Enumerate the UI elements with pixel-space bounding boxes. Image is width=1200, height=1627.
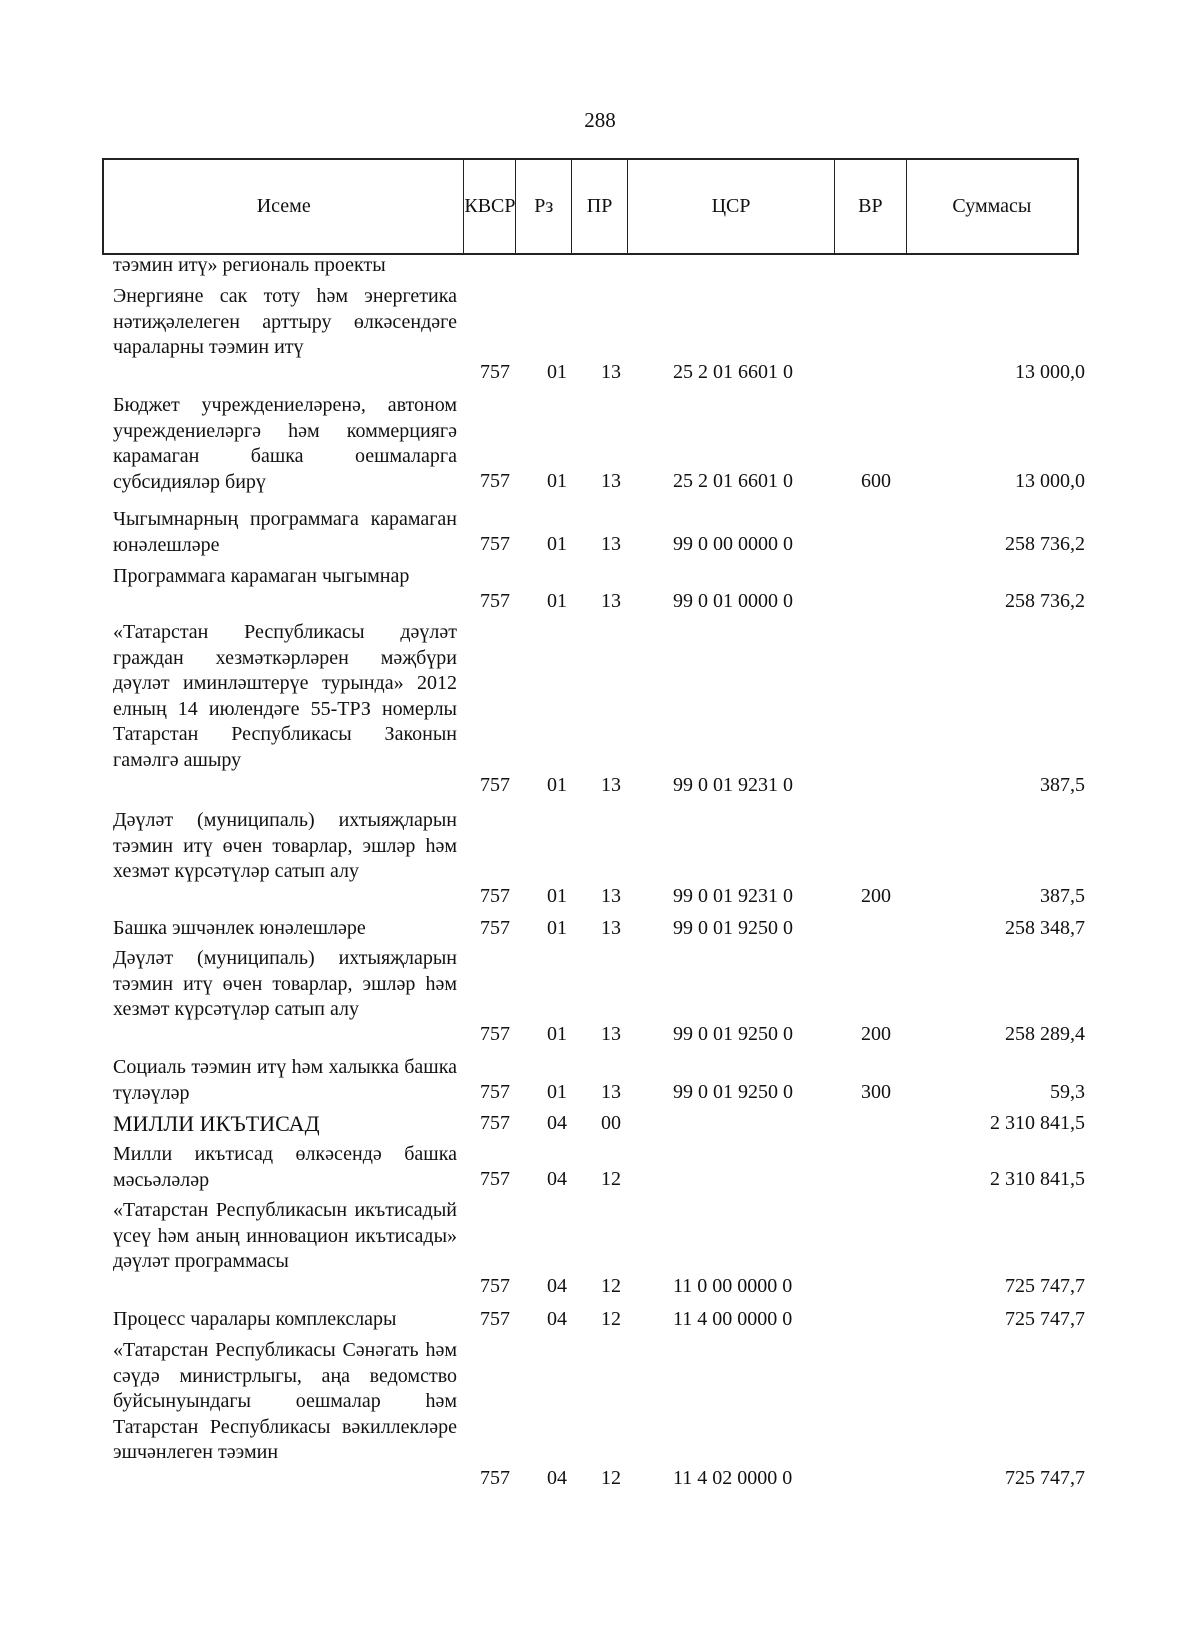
row-kvsr: 757 bbox=[480, 590, 510, 613]
row-rz: 01 bbox=[547, 774, 567, 797]
row-csr: 99 0 00 0000 0 bbox=[673, 533, 793, 556]
row-kvsr: 757 bbox=[480, 1168, 510, 1191]
table-row bbox=[0, 620, 1200, 799]
row-rz: 01 bbox=[547, 470, 567, 493]
row-pr: 13 bbox=[601, 1023, 621, 1046]
row-pr: 13 bbox=[601, 361, 621, 384]
table-row bbox=[0, 808, 1200, 910]
row-name: МИЛЛИ ИКЪТИСАД bbox=[113, 1111, 320, 1136]
page-number: 288 bbox=[584, 108, 616, 132]
row-pr: 12 bbox=[601, 1275, 621, 1298]
row-name: Энергияне сак тоту һәм энергетика нәтиҗәлелеген арттыру өлкәсендәге чараларны тәэмин итү bbox=[113, 285, 457, 359]
table-row bbox=[0, 393, 1200, 495]
header-name: Исеме bbox=[104, 160, 464, 253]
row-csr: 11 4 00 0000 0 bbox=[673, 1308, 793, 1331]
table-row bbox=[0, 1338, 1200, 1492]
header-rz: Рз bbox=[516, 160, 572, 253]
row-kvsr: 757 bbox=[480, 1023, 510, 1046]
row-rz: 01 bbox=[547, 533, 567, 556]
table-row bbox=[0, 253, 1200, 279]
row-csr: 99 0 01 9250 0 bbox=[673, 1081, 793, 1104]
row-name: «Татарстан Республикасы дәүләт граждан хезмәткәрләрен мәҗбүри дәүләт иминләштерүе турында» 2012 елның 14 июлендәге 55-ТРЗ номерлы Татарстан Республикасы Законын гамәлгә ашыру bbox=[113, 621, 457, 771]
table-row bbox=[0, 946, 1200, 1048]
row-sum: 258 736,2 bbox=[1005, 533, 1085, 556]
header-pr: ПР bbox=[572, 160, 628, 253]
row-pr: 12 bbox=[601, 1168, 621, 1191]
row-rz: 01 bbox=[547, 361, 567, 384]
row-rz: 04 bbox=[547, 1308, 567, 1331]
table-row bbox=[0, 284, 1200, 386]
row-csr: 99 0 01 9250 0 bbox=[673, 1023, 793, 1046]
row-rz: 04 bbox=[547, 1275, 567, 1298]
row-csr: 99 0 01 0000 0 bbox=[673, 590, 793, 613]
row-vr: 600 bbox=[861, 470, 891, 493]
row-rz: 01 bbox=[547, 1081, 567, 1104]
row-csr: 99 0 01 9231 0 bbox=[673, 885, 793, 908]
header-sum: Суммасы bbox=[952, 195, 1032, 217]
row-name: Бюджет учреждениеләренә, автоном учреждениеләргә һәм коммерциягә карамаган башка оешмаларга субсидияләр бирү bbox=[113, 394, 457, 493]
table-row bbox=[0, 1142, 1200, 1193]
row-sum: 725 747,7 bbox=[1005, 1467, 1085, 1490]
row-sum: 2 310 841,5 bbox=[990, 1112, 1085, 1135]
row-kvsr: 757 bbox=[480, 533, 510, 556]
row-name: «Татарстан Республикасы Сәнәгать һәм сәүдә министрлыгы, аңа ведомство буйсынуындагы оешмалар һәм Татарстан Республикасы вәкиллекләре эшчәнлеген тәэмин bbox=[113, 1339, 457, 1464]
header-csr: ЦСР bbox=[628, 160, 835, 253]
row-kvsr: 757 bbox=[480, 774, 510, 797]
row-name: Чыгымнарның программага карамаган юнәлешләре bbox=[113, 508, 457, 556]
row-vr: 200 bbox=[861, 885, 891, 908]
row-pr: 13 bbox=[601, 470, 621, 493]
table-row bbox=[0, 1198, 1200, 1300]
row-csr: 99 0 01 9231 0 bbox=[673, 774, 793, 797]
row-rz: 01 bbox=[547, 1023, 567, 1046]
table-header bbox=[102, 158, 1079, 255]
row-sum: 2 310 841,5 bbox=[990, 1168, 1085, 1191]
row-pr: 13 bbox=[601, 1081, 621, 1104]
row-rz: 01 bbox=[547, 590, 567, 613]
row-csr: 99 0 01 9250 0 bbox=[673, 917, 793, 940]
row-name: Дәүләт (муниципаль) ихтыяҗларын тәэмин итү өчен товарлар, эшләр һәм хезмәт күрсәтүләр сатып алу bbox=[113, 947, 457, 1021]
table-row bbox=[0, 1111, 1200, 1137]
row-pr: 13 bbox=[601, 917, 621, 940]
row-name: Процесс чаралары комплекслары bbox=[113, 1308, 397, 1330]
row-sum: 387,5 bbox=[1040, 774, 1085, 797]
row-pr: 00 bbox=[601, 1112, 621, 1135]
row-kvsr: 757 bbox=[480, 917, 510, 940]
row-name: Программага карамаган чыгымнар bbox=[113, 565, 410, 587]
row-sum: 725 747,7 bbox=[1005, 1275, 1085, 1298]
row-vr: 200 bbox=[861, 1023, 891, 1046]
table-row bbox=[0, 916, 1200, 942]
row-csr: 25 2 01 6601 0 bbox=[673, 470, 793, 493]
row-sum: 258 348,7 bbox=[1005, 917, 1085, 940]
row-sum: 258 736,2 bbox=[1005, 590, 1085, 613]
row-sum: 13 000,0 bbox=[1015, 361, 1085, 384]
row-kvsr: 757 bbox=[480, 1275, 510, 1298]
row-pr: 12 bbox=[601, 1467, 621, 1490]
row-rz: 04 bbox=[547, 1467, 567, 1490]
row-pr: 13 bbox=[601, 774, 621, 797]
row-csr: 25 2 01 6601 0 bbox=[673, 361, 793, 384]
row-kvsr: 757 bbox=[480, 1308, 510, 1331]
table-row bbox=[0, 1055, 1200, 1106]
row-kvsr: 757 bbox=[480, 361, 510, 384]
row-kvsr: 757 bbox=[480, 470, 510, 493]
header-kvsr: КВСР bbox=[464, 160, 516, 253]
row-name: «Татарстан Республикасын икътисадый үсеү һәм аның инновацион икътисады» дәүләт программасы bbox=[113, 1199, 457, 1273]
table-row bbox=[0, 1307, 1200, 1333]
row-sum: 13 000,0 bbox=[1015, 470, 1085, 493]
row-kvsr: 757 bbox=[480, 885, 510, 908]
row-name: Милли икътисад өлкәсендә башка мәсьәләләр bbox=[113, 1143, 457, 1191]
table-row bbox=[0, 564, 1200, 615]
row-pr: 13 bbox=[601, 533, 621, 556]
row-sum: 387,5 bbox=[1040, 885, 1085, 908]
row-rz: 01 bbox=[547, 885, 567, 908]
row-vr: 300 bbox=[861, 1081, 891, 1104]
row-csr: 11 4 02 0000 0 bbox=[673, 1467, 793, 1490]
row-sum: 725 747,7 bbox=[1005, 1308, 1085, 1331]
row-rz: 04 bbox=[547, 1168, 567, 1191]
row-sum: 59,3 bbox=[1050, 1081, 1085, 1104]
row-pr: 12 bbox=[601, 1308, 621, 1331]
row-kvsr: 757 bbox=[480, 1081, 510, 1104]
row-name: Башка эшчәнлек юнәлешләре bbox=[113, 917, 366, 939]
row-csr: 11 0 00 0000 0 bbox=[673, 1275, 793, 1298]
row-sum: 258 289,4 bbox=[1005, 1023, 1085, 1046]
header-vr: ВР bbox=[835, 160, 907, 253]
row-name: тәэмин итү» региональ проекты bbox=[113, 254, 386, 276]
row-name: Социаль тәэмин итү һәм халыкка башка түләүләр bbox=[113, 1056, 457, 1104]
row-rz: 01 bbox=[547, 917, 567, 940]
table-row bbox=[0, 507, 1200, 558]
row-rz: 04 bbox=[547, 1112, 567, 1135]
row-pr: 13 bbox=[601, 590, 621, 613]
row-kvsr: 757 bbox=[480, 1467, 510, 1490]
row-name: Дәүләт (муниципаль) ихтыяҗларын тәэмин итү өчен товарлар, эшләр һәм хезмәт күрсәтүләр сатып алу bbox=[113, 809, 457, 883]
row-kvsr: 757 bbox=[480, 1112, 510, 1135]
row-pr: 13 bbox=[601, 885, 621, 908]
